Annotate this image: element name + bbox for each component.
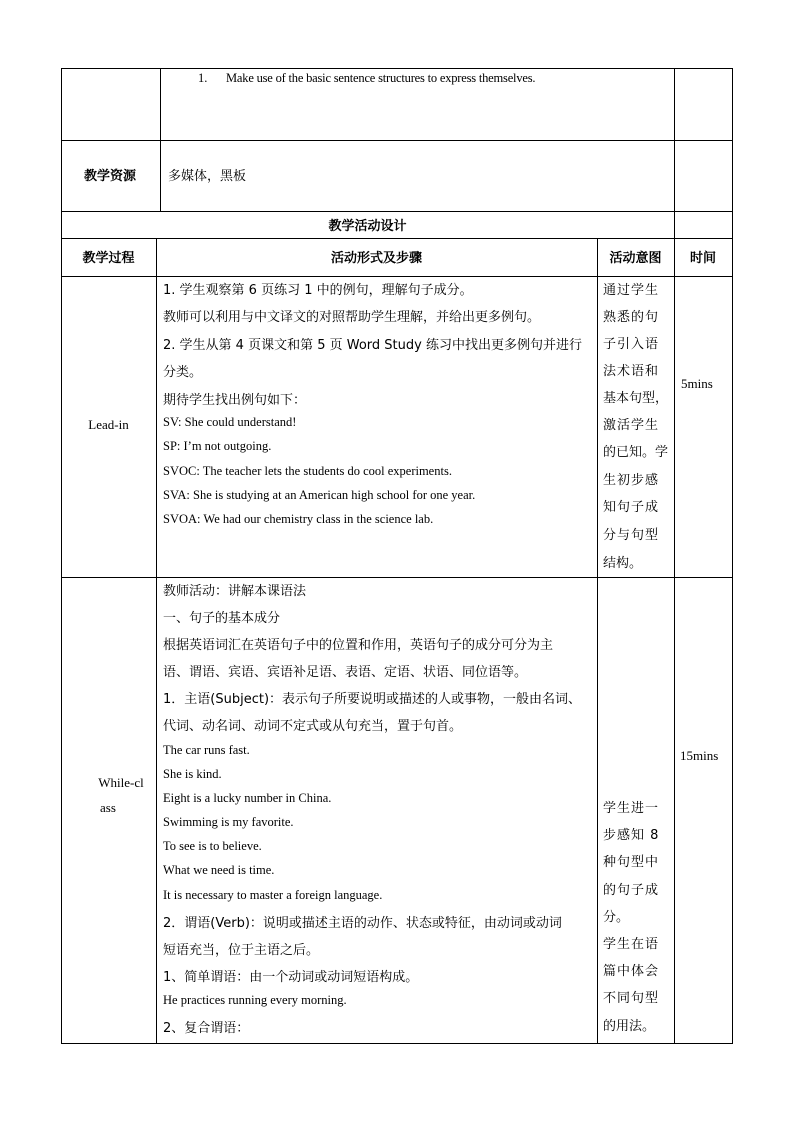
while-class-line: It is necessary to master a foreign language.: [163, 888, 383, 902]
row-line-top: [61, 68, 733, 69]
while-class-line: 短语充当，位于主语之后。: [163, 943, 320, 958]
col-line-2: [597, 238, 598, 1043]
lead-in-intent-line: 生初步感: [603, 473, 660, 488]
lead-in-stage: Lead-in: [88, 417, 129, 432]
lead-in-line: SVOA: We had our chemistry class in the science lab.: [163, 512, 434, 526]
while-class-line: 2、复合谓语：: [163, 1021, 250, 1036]
objective-number: 1.: [198, 71, 208, 85]
while-class-line: 1、简单谓语：由一个动词或动词短语构成。: [163, 970, 419, 985]
while-class-line: 教师活动：讲解本课语法: [163, 584, 307, 599]
row-line-2: [61, 211, 733, 212]
lead-in-time: 5mins: [681, 376, 713, 391]
lead-in-intent-line: 子引入语: [603, 337, 660, 352]
while-class-intent-line: 学生在语: [603, 937, 660, 952]
lead-in-line: 1. 学生观察第 6 页练习 1 中的例句，理解句子成分。: [163, 283, 473, 298]
lead-in-intent-line: 法术语和: [603, 364, 660, 379]
lead-in-line: 分类。: [163, 365, 203, 380]
lead-in-line: SVOC: The teacher lets the students do cool experiments.: [163, 464, 452, 478]
while-class-line: 1．主语(Subject)：表示句子所要说明或描述的人或事物，一般由名词、: [163, 692, 582, 707]
header-process: 教学过程: [82, 251, 135, 266]
row-line-bottom: [61, 1043, 733, 1044]
col-line-1: [156, 238, 157, 1043]
col-line-3: [674, 238, 675, 1043]
col-line-title-right: [674, 211, 675, 238]
while-class-line: He practices running every morning.: [163, 993, 347, 1007]
objective-text: Make use of the basic sentence structures to express themselves.: [226, 71, 536, 85]
while-class-intent-line: 不同句型: [603, 991, 660, 1006]
row-line-4: [61, 276, 733, 277]
col-line-top-2: [674, 68, 675, 211]
lead-in-line: SP: I’m not outgoing.: [163, 439, 272, 453]
lead-in-line: 教师可以利用与中文译文的对照帮助学生理解，并给出更多例句。: [163, 310, 541, 325]
while-class-line: The car runs fast.: [163, 743, 250, 757]
while-class-line: 语、谓语、宾语、宾语补足语、表语、定语、状语、同位语等。: [163, 665, 528, 680]
lead-in-intent-line: 基本句型，: [603, 391, 669, 406]
row-line-1: [61, 140, 733, 141]
header-time: 时间: [689, 251, 716, 266]
resources-label: 教学资源: [84, 169, 137, 184]
while-class-intent-line: 的句子成: [603, 883, 660, 898]
lead-in-intent-line: 通过学生: [603, 283, 660, 298]
while-class-intent-line: 分。: [603, 910, 630, 925]
while-class-line: What we need is time.: [163, 863, 275, 877]
while-class-line: 代词、动名词、动词不定式或从句充当，置于句首。: [163, 719, 463, 734]
lead-in-line: 2. 学生从第 4 页课文和第 5 页 Word Study 练习中找出更多例句并进行: [163, 338, 582, 353]
lead-in-line: SVA: She is studying at an American high school for one year.: [163, 488, 476, 502]
while-class-stage-line1: While-cl: [98, 775, 144, 790]
lead-in-intent-line: 熟悉的句: [603, 310, 660, 325]
lead-in-intent-line: 知句子成: [603, 500, 660, 515]
col-line-top-1: [160, 68, 161, 211]
table-border-right: [732, 68, 733, 1044]
row-line-3: [61, 238, 733, 239]
while-class-line: Eight is a lucky number in China.: [163, 791, 332, 805]
while-class-stage-line2: ass: [100, 800, 116, 815]
lead-in-intent-line: 分与句型: [603, 528, 660, 543]
row-line-5: [61, 577, 733, 578]
while-class-line: 2．谓语(Verb)：说明或描述主语的动作、状态或特征，由动词或动词: [163, 916, 562, 931]
while-class-line: She is kind.: [163, 767, 222, 781]
while-class-time: 15mins: [680, 748, 719, 763]
lead-in-intent-line: 结构。: [603, 556, 643, 571]
lead-in-line: SV: She could understand!: [163, 415, 297, 429]
while-class-intent-line: 学生进一: [603, 801, 660, 816]
while-class-intent-line: 种句型中: [603, 855, 660, 870]
while-class-line: To see is to believe.: [163, 839, 262, 853]
header-intent: 活动意图: [609, 251, 662, 266]
while-class-line: 一、句子的基本成分: [163, 611, 281, 626]
resources-value: 多媒体，黑板: [168, 169, 247, 184]
lead-in-intent-line: 的已知。学: [603, 445, 669, 460]
while-class-intent-line: 步感知 8: [603, 828, 660, 843]
while-class-intent-line: 的用法。: [603, 1019, 656, 1034]
while-class-intent-line: 篇中体会: [603, 964, 660, 979]
section-title: 教学活动设计: [328, 219, 407, 234]
lead-in-intent-line: 激活学生: [603, 418, 660, 433]
while-class-line: Swimming is my favorite.: [163, 815, 294, 829]
while-class-line: 根据英语词汇在英语句子中的位置和作用，英语句子的成分可分为主: [163, 638, 554, 653]
header-steps: 活动形式及步骤: [330, 251, 422, 266]
lead-in-line: 期待学生找出例句如下：: [163, 393, 307, 408]
